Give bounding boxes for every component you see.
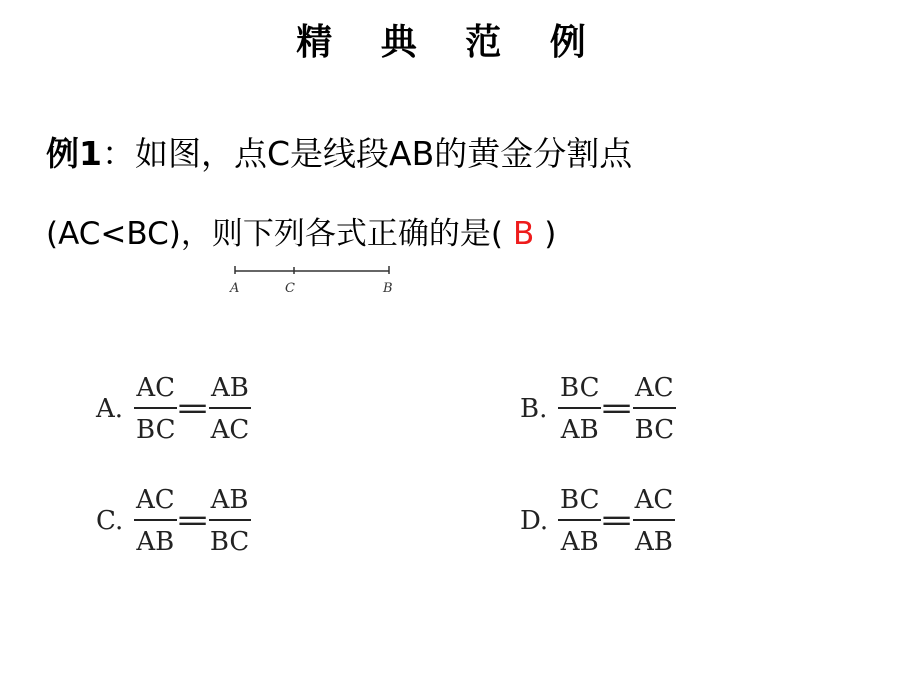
option-b <box>520 373 676 445</box>
left-fraction <box>558 373 601 445</box>
right-fraction <box>209 373 252 445</box>
numerator: AC <box>134 485 177 521</box>
denominator: AB <box>560 527 599 557</box>
denominator: AC <box>210 415 250 445</box>
page-title: 精 典 范 例 <box>296 22 604 63</box>
question-line-2 <box>46 208 556 253</box>
option-letter: B. <box>520 394 548 424</box>
numerator: AB <box>209 485 251 521</box>
left-fraction <box>558 485 601 557</box>
option-c <box>96 485 251 557</box>
question-line-1 <box>46 128 632 175</box>
numerator: AC <box>633 373 676 409</box>
option-letter: C. <box>96 506 124 536</box>
equals-sign: = <box>599 503 635 538</box>
left-fraction <box>134 373 177 445</box>
option-letter: D. <box>520 506 549 536</box>
option-letter: A. <box>96 394 124 424</box>
option-d <box>520 485 675 557</box>
numerator: AB <box>209 373 251 409</box>
answer-text: B <box>512 216 535 252</box>
question-text-1: ：如图，点C是线段AB的黄金分割点 <box>101 134 633 173</box>
right-fraction <box>633 373 676 445</box>
denominator: BC <box>209 527 250 557</box>
left-fraction <box>134 485 177 557</box>
point-b-label: B <box>383 281 393 296</box>
numerator: AC <box>633 485 676 521</box>
denominator: AB <box>635 527 673 557</box>
denominator: BC <box>634 415 675 445</box>
equals-sign: = <box>174 503 210 538</box>
question-text-2: (AC<BC)，则下列各式正确的是( <box>46 216 503 252</box>
equals-sign: = <box>599 391 635 426</box>
close-paren: ) <box>544 216 557 252</box>
right-fraction <box>208 485 251 557</box>
right-fraction <box>633 485 676 557</box>
numerator: BC <box>558 373 601 409</box>
segment-figure <box>228 262 403 296</box>
point-c-label: C <box>285 281 295 296</box>
option-a <box>96 373 251 445</box>
numerator: BC <box>558 485 601 521</box>
point-a-label: A <box>230 281 240 296</box>
denominator: AB <box>136 527 175 557</box>
numerator: AC <box>134 373 177 409</box>
example-label: 例1 <box>46 134 102 173</box>
equals-sign: = <box>175 391 211 426</box>
denominator: BC <box>136 415 176 445</box>
denominator: AB <box>560 415 599 445</box>
